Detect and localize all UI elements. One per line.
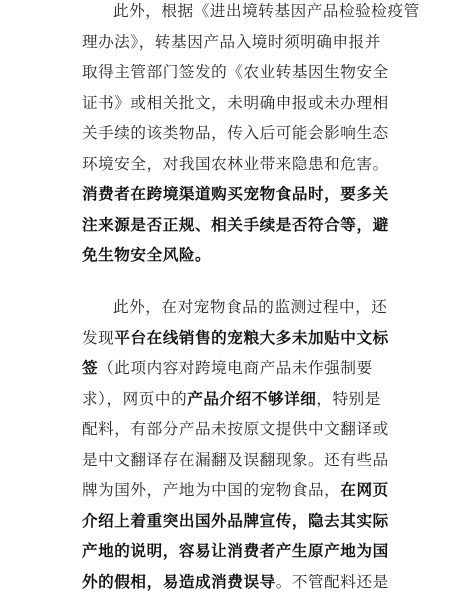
text-line: 关手续的该类物品，传入后可能会影响生态: [82, 124, 389, 142]
text-line: 环境安全，对我国农林业带来隐患和危害。: [82, 154, 389, 173]
text-line: 取得主管部门签发的《农业转基因生物安全: [82, 63, 389, 81]
text-line: 证书》或相关批文，未明确申报或未办理相: [82, 93, 389, 112]
text-span: ，特别是: [316, 389, 381, 408]
text-span: （此项内容对跨境电商产品未作强制要: [98, 359, 373, 377]
bold-text-line: 消费者在跨境渠道购买宠物食品时，要多关: [82, 185, 389, 203]
paragraph-gmo-regulation: [82, 0, 420, 271]
text-line: [82, 384, 400, 415]
bold-text-span: 外的假相，易造成消费误导: [82, 572, 276, 591]
text-line: [82, 567, 400, 598]
bold-text-span: 平台在线销售的宠粮大多未加贴中文标: [114, 328, 389, 347]
text-line: 配料，有部分产品未按原文提供中文翻译或: [82, 420, 389, 438]
bold-text-line: 注来源是否正规、相关手续是否符合等，避: [82, 215, 389, 234]
text-span: 求），网页中的: [82, 389, 188, 408]
bold-text-line: 产地的说明，容易让消费者产生原产地为国: [82, 542, 389, 560]
text-line: 此外，在对宠物食品的监测过程中，还: [113, 298, 388, 316]
bold-text-span: 签: [82, 359, 99, 377]
text-span: 。不管配料还是: [275, 572, 389, 591]
text-line: 此外，根据《进出境转基因产品检验检疫管: [113, 2, 420, 20]
bold-text-span: 产品介绍不够详细: [187, 389, 317, 408]
text-line: 理办法》，转基因产品入境时须明确申报并: [82, 32, 381, 51]
text-line: 是中文翻译存在漏翻及误翻现象。还有些品: [82, 450, 389, 469]
text-line: [82, 353, 400, 384]
text-span: 牌为国外，产地为中国的宠物食品，: [82, 481, 341, 499]
text-span: 发现: [82, 328, 115, 347]
bold-text-span: 在网页: [340, 481, 389, 499]
bold-text-line: 免生物安全风险。: [82, 246, 212, 264]
text-line: [82, 323, 400, 354]
paragraph-pet-food-monitoring: [82, 292, 400, 597]
bold-text-line: 介绍上着重突出国外品牌宣传，隐去其实际: [82, 511, 389, 530]
text-line: [82, 475, 400, 506]
